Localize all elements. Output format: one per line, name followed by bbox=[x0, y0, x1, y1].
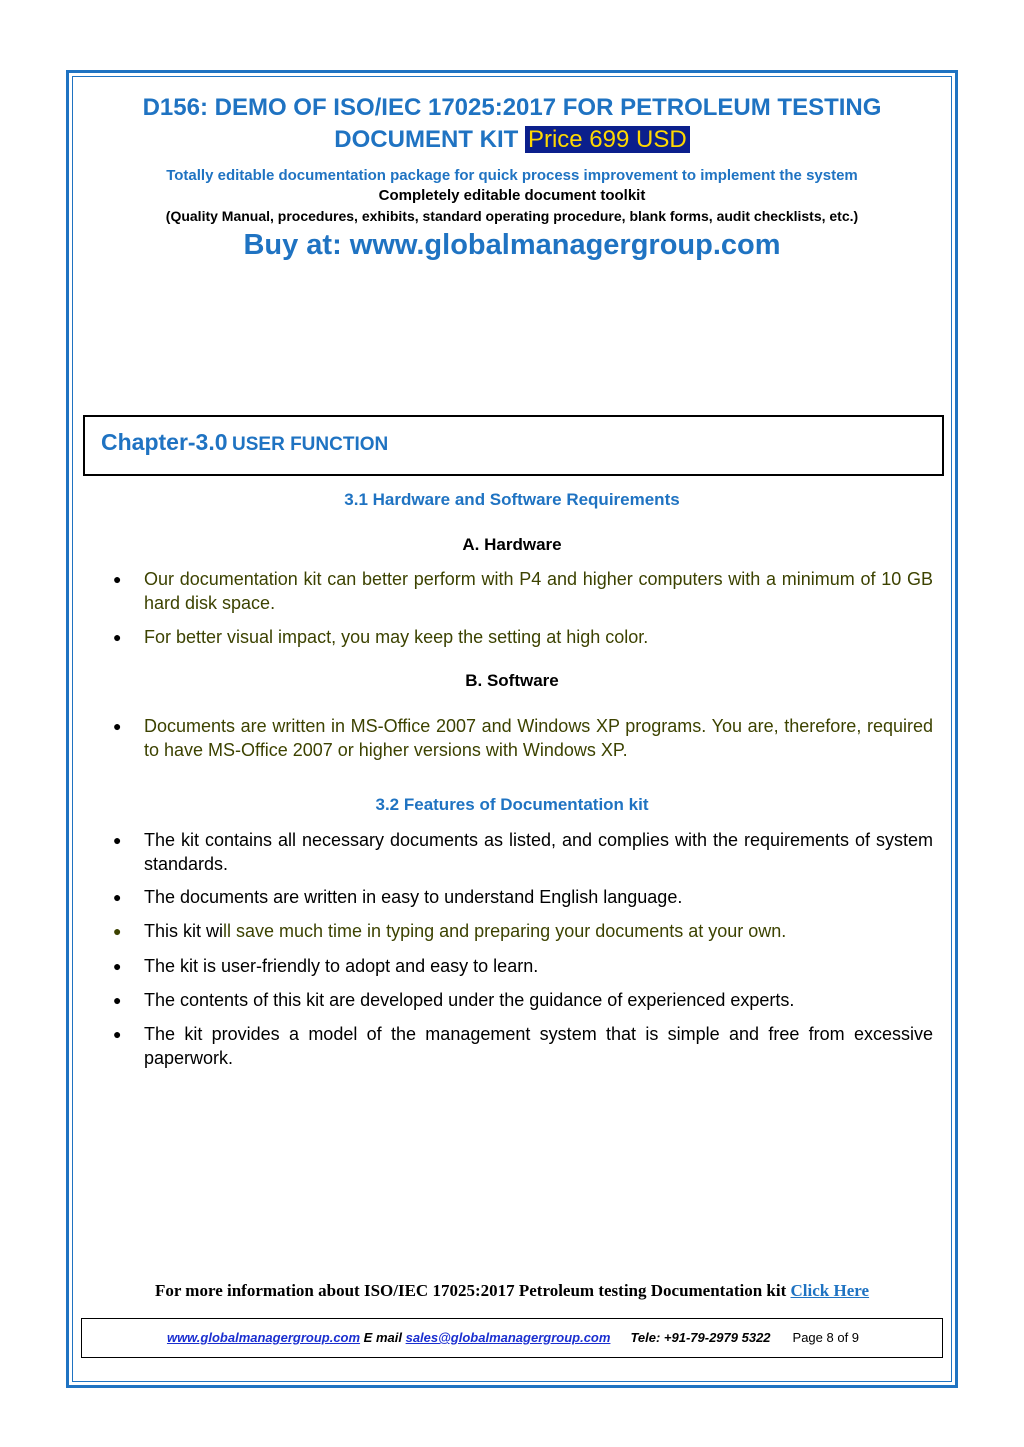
list-item-text: The kit is user-friendly to adopt and easy to learn. bbox=[144, 956, 539, 976]
bullet-icon: ● bbox=[113, 718, 122, 734]
buy-at-link[interactable]: Buy at: www.globalmanagergroup.com bbox=[243, 229, 781, 261]
bullet-icon: ● bbox=[113, 832, 122, 848]
list-item-text: The documents are written in easy to understand English language. bbox=[144, 887, 683, 907]
bullet-icon: ● bbox=[113, 958, 122, 974]
bullet-icon: ● bbox=[113, 889, 122, 905]
subline: Completely editable document toolkit bbox=[378, 187, 646, 204]
more-info bbox=[80, 1281, 944, 1301]
list-item-text-end: ll save much time in typing and preparing your documents at your own. bbox=[223, 921, 787, 941]
click-here-link[interactable]: Click Here bbox=[790, 1281, 870, 1300]
footer-line bbox=[82, 1330, 944, 1345]
page-footer bbox=[81, 1318, 943, 1358]
page-number: Page 8 of 9 bbox=[792, 1330, 860, 1345]
kit-contents: (Quality Manual, procedures, exhibits, standard operating procedure, blank forms, audit checklists, etc.) bbox=[165, 208, 859, 224]
footer-email-link[interactable]: sales@globalmanagergroup.com bbox=[405, 1330, 611, 1345]
chapter-heading bbox=[101, 429, 388, 456]
chapter-heading-box bbox=[83, 415, 944, 476]
section-3-2-heading: 3.2 Features of Documentation kit bbox=[375, 795, 649, 814]
list-item-text: For better visual impact, you may keep the setting at high color. bbox=[144, 627, 649, 647]
bullet-icon: ● bbox=[113, 1026, 122, 1042]
footer-email-label: E mail bbox=[360, 1330, 406, 1345]
price-badge: Price 699 USD bbox=[525, 126, 690, 153]
footer-telephone: Tele: +91-79-2979 5322 bbox=[630, 1330, 771, 1345]
title-line-2 bbox=[80, 124, 944, 156]
list-item-text: Our documentation kit can better perform with P4 and higher computers with a minimum of 10 GB hard disk space. bbox=[144, 569, 933, 613]
software-heading: B. Software bbox=[465, 671, 559, 690]
bullet-icon: ● bbox=[113, 923, 122, 939]
bullet-icon: ● bbox=[113, 992, 122, 1008]
chapter-title: USER FUNCTION bbox=[232, 434, 389, 455]
more-info-text: For more information about ISO/IEC 17025:2017 Petroleum testing Documentation kit bbox=[154, 1281, 791, 1300]
tagline: Totally editable documentation package for quick process improvement to implement the system bbox=[166, 167, 858, 184]
list-item-text bbox=[144, 919, 933, 943]
list-item-text-start: This kit wi bbox=[144, 921, 224, 941]
document-title bbox=[80, 92, 944, 156]
footer-website-link[interactable]: www.globalmanagergroup.com bbox=[166, 1330, 361, 1345]
list-item-text: The kit provides a model of the management system that is simple and free from excessive paperwork. bbox=[144, 1024, 933, 1068]
title-kit: DOCUMENT KIT bbox=[334, 126, 519, 153]
list-item-text: The contents of this kit are developed under the guidance of experienced experts. bbox=[144, 990, 795, 1010]
bullet-icon: ● bbox=[113, 629, 122, 645]
list-item-text: Documents are written in MS-Office 2007 and Windows XP programs. You are, therefore, required to have MS-Office 2007 or higher versions with Windows XP. bbox=[144, 716, 933, 760]
chapter-number: Chapter-3.0 bbox=[101, 429, 228, 455]
title-line-1: D156: DEMO OF ISO/IEC 17025:2017 FOR PETROLEUM TESTING bbox=[142, 94, 882, 121]
list-item-text: The kit contains all necessary documents as listed, and complies with the requirements of system standards. bbox=[144, 830, 933, 874]
hardware-heading: A. Hardware bbox=[462, 535, 562, 554]
section-3-1-heading: 3.1 Hardware and Software Requirements bbox=[344, 490, 680, 509]
bullet-icon: ● bbox=[113, 571, 122, 587]
